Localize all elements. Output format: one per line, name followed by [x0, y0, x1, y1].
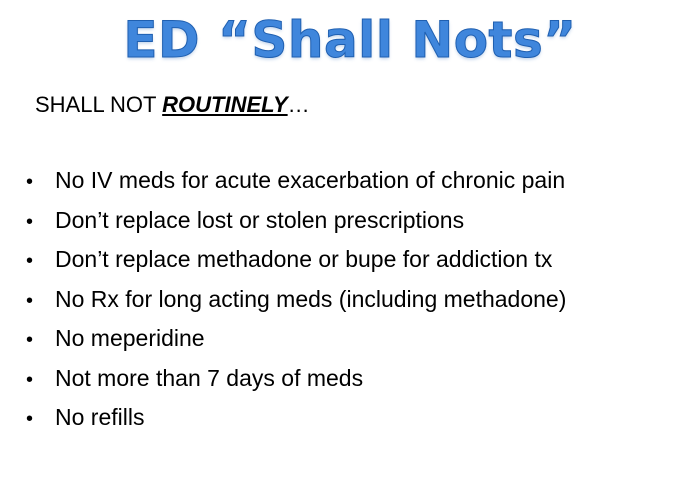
bullet-icon: • [26, 329, 34, 351]
bullet-icon: • [26, 250, 34, 272]
bullet-icon: • [26, 171, 34, 193]
bullet-text: No IV meds for acute exacerbation of chronic pain [55, 167, 566, 193]
bullet-item [26, 325, 566, 365]
bullet-item [26, 246, 566, 286]
bullet-text: Not more than 7 days of meds [55, 364, 364, 391]
slide-subtitle [35, 90, 310, 120]
bullet-item [26, 404, 566, 444]
bullet-icon: • [26, 368, 34, 391]
bullet-icon: • [26, 289, 34, 312]
bullet-text: Don’t replace lost or stolen prescriptions [55, 206, 465, 233]
bullet-list [26, 167, 566, 444]
bullet-item [26, 286, 566, 326]
bullet-item [26, 365, 566, 405]
bullet-item [26, 167, 566, 207]
slide-title: ED “Shall Nots” [123, 11, 577, 69]
bullet-text: No Rx for long acting meds (including methadone) [55, 285, 567, 312]
bullet-text: No meperidine [55, 325, 205, 351]
subtitle-prefix: SHALL NOT [35, 92, 163, 117]
bullet-icon: • [26, 210, 34, 233]
subtitle-emphasis: ROUTINELY [162, 92, 288, 117]
bullet-icon: • [26, 408, 34, 430]
bullet-text: Don’t replace methadone or bupe for addiction tx [55, 246, 553, 272]
bullet-text: No refills [55, 404, 145, 430]
subtitle-suffix: … [287, 92, 310, 117]
bullet-item [26, 207, 566, 247]
